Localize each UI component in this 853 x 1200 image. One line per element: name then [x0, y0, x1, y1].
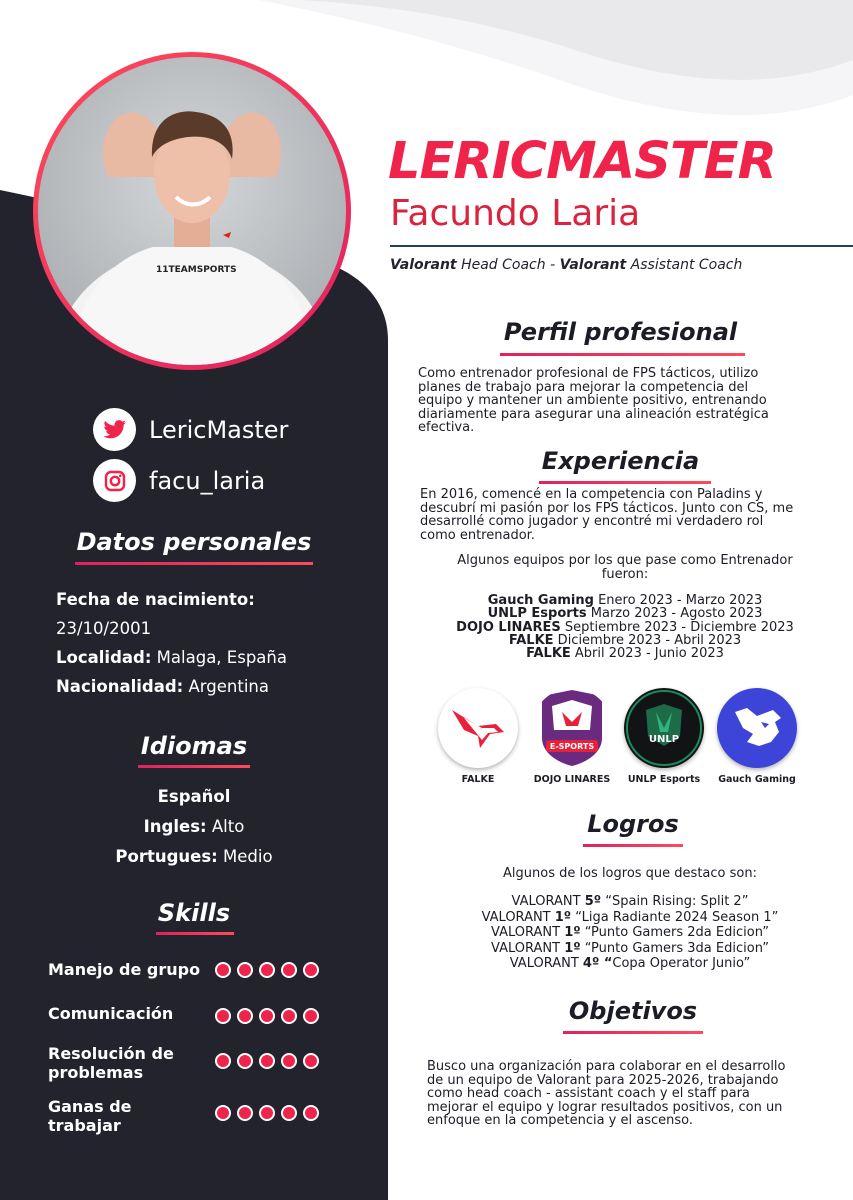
- nickname-title: LERICMASTER: [388, 132, 776, 191]
- achievement-item: VALORANT 1º “Punto Gamers 2da Edicion”: [491, 925, 769, 940]
- team-logo-falke: [433, 688, 523, 785]
- profile-title: Perfil profesional: [503, 318, 738, 346]
- personal-data-underline: [75, 562, 313, 565]
- rating-dot: [215, 962, 231, 978]
- person-illustration: [38, 57, 346, 365]
- team-row: DOJO LINARES Septiembre 2023 - Diciembre 2023: [456, 619, 794, 635]
- language-item: Español: [157, 787, 231, 806]
- languages-title: Idiomas: [140, 732, 248, 760]
- svg-text:UNLP: UNLP: [648, 734, 680, 745]
- nationality-row: Nacionalidad: Argentina: [56, 677, 269, 696]
- svg-text:E-SPORTS: E-SPORTS: [549, 742, 595, 751]
- achievements-underline: [583, 844, 683, 847]
- rating-dot: [259, 1008, 275, 1024]
- dojo-linares-logo-icon: [532, 688, 612, 768]
- birth-value: 23/10/2001: [56, 619, 152, 638]
- location-row: Localidad: Malaga, España: [56, 648, 287, 667]
- team-logo-dojo-linares: [527, 688, 617, 785]
- role-text-1: Head Coach -: [456, 257, 560, 273]
- team-row: UNLP Esports Marzo 2023 - Agosto 2023: [487, 606, 763, 622]
- unlp-esports-logo-icon: [624, 688, 704, 768]
- logo-caption: FALKE: [461, 774, 495, 785]
- languages-underline: [138, 765, 250, 768]
- rating-dot: [281, 1008, 297, 1024]
- profile-photo-frame: [33, 52, 351, 370]
- rating-dot: [281, 1105, 297, 1121]
- skills-title: Skills: [157, 899, 231, 927]
- rating-dot: [259, 1105, 275, 1121]
- teams-list: [420, 594, 830, 660]
- achievements-title: Logros: [587, 810, 679, 838]
- experience-underline: [539, 481, 711, 484]
- achievement-item: VALORANT 1º “Liga Radiante 2024 Season 1”: [481, 909, 779, 925]
- personal-data-title: Datos personales: [76, 528, 312, 556]
- objectives-title: Objetivos: [568, 997, 698, 1025]
- rating-dot: [259, 962, 275, 978]
- twitter-icon: [93, 408, 136, 451]
- skill-name: Resolución de problemas: [48, 1044, 174, 1082]
- logo-caption: UNLP Esports: [627, 774, 701, 785]
- achievements-intro: Algunos de los logros que destaco son:: [503, 866, 757, 881]
- skill-rating: [215, 962, 319, 978]
- skill-name: Comunicación: [48, 1004, 174, 1023]
- birth-label: Fecha de nacimiento:: [56, 590, 255, 609]
- role-game-1: Valorant: [390, 257, 457, 273]
- skill-name: Manejo de grupo: [48, 960, 201, 979]
- team-row: FALKE Diciembre 2023 - Abril 2023: [508, 632, 742, 648]
- role-game-2: Valorant: [559, 257, 627, 273]
- falke-logo-icon: [438, 688, 518, 768]
- teams-intro: Algunos equipos por los que pase como Entrenador fueron:: [457, 553, 793, 582]
- rating-dot: [237, 1053, 253, 1069]
- skill-rating: [215, 1053, 319, 1069]
- language-item: Ingles: Alto: [143, 817, 245, 836]
- rating-dot: [303, 962, 319, 978]
- full-name: Facundo Laria: [390, 193, 641, 234]
- achievements-list: [420, 894, 840, 972]
- logo-caption: Gauch Gaming: [718, 774, 796, 785]
- skill-rating: [215, 1008, 319, 1024]
- achievement-item: VALORANT 5º “Spain Rising: Split 2”: [511, 894, 749, 909]
- objectives-text: Busco una organización para colaborar en el desarrollo de un equipo de Valorant para 2025-2026, trabajando como head coach - assistant coach y el staff para mejorar el equipo y lograr resultados positivos, con un enfoque en la competencia y el ascenso.: [427, 1059, 786, 1128]
- rating-dot: [303, 1053, 319, 1069]
- rating-dot: [237, 1105, 253, 1121]
- twitter-handle: LericMaster: [149, 415, 289, 444]
- skill-name: Ganas de trabajar: [48, 1097, 132, 1135]
- rating-dot: [281, 1053, 297, 1069]
- rating-dot: [303, 1008, 319, 1024]
- logo-caption: DOJO LINARES: [533, 774, 611, 785]
- rating-dot: [281, 962, 297, 978]
- team-row: FALKE Abril 2023 - Junio 2023: [526, 646, 724, 662]
- rating-dot: [237, 1008, 253, 1024]
- roles-subtitle: [390, 257, 742, 273]
- gauch-gaming-logo-icon: [717, 688, 797, 768]
- shirt-print: 11TEAMSPORTS: [156, 265, 237, 275]
- skills-underline: [156, 932, 234, 935]
- rating-dot: [215, 1008, 231, 1024]
- instagram-handle: facu_laria: [149, 466, 266, 495]
- twitter-link[interactable]: [93, 408, 288, 451]
- experience-text: En 2016, comencé en la competencia con Paladins y descubrí mi pasión por los FPS tácticos. Junto con CS, me desarrollé como jugador y encontré mi verdadero rol como entrenador.: [420, 487, 794, 543]
- rating-dot: [215, 1105, 231, 1121]
- rating-dot: [215, 1053, 231, 1069]
- team-logo-unlp: [619, 688, 709, 785]
- objectives-underline: [563, 1031, 703, 1034]
- header-divider: [390, 245, 853, 247]
- language-item: Portugues: Medio: [115, 847, 273, 866]
- profile-photo: [38, 57, 346, 365]
- instagram-link[interactable]: [93, 459, 265, 502]
- skill-rating: [215, 1105, 319, 1121]
- team-row: Gauch Gaming Enero 2023 - Marzo 2023: [487, 593, 763, 608]
- achievement-item: VALORANT 4º “Copa Operator Junio”: [509, 956, 751, 971]
- achievement-item: VALORANT 1º “Punto Gamers 3da Edicion”: [491, 940, 769, 956]
- rating-dot: [237, 962, 253, 978]
- role-text-2: Assistant Coach: [626, 257, 743, 273]
- experience-title: Experiencia: [541, 447, 700, 475]
- profile-underline: [500, 353, 745, 356]
- instagram-icon: [93, 459, 136, 502]
- team-logo-gauch: [712, 688, 802, 785]
- rating-dot: [303, 1105, 319, 1121]
- profile-text: Como entrenador profesional de FPS tácticos, utilizo planes de trabajo para mejorar la competencia del equipo y mantener un ambiente positivo, entrenando diariamente para asegurar una alineación estratégica efectiva.: [418, 366, 769, 435]
- rating-dot: [259, 1053, 275, 1069]
